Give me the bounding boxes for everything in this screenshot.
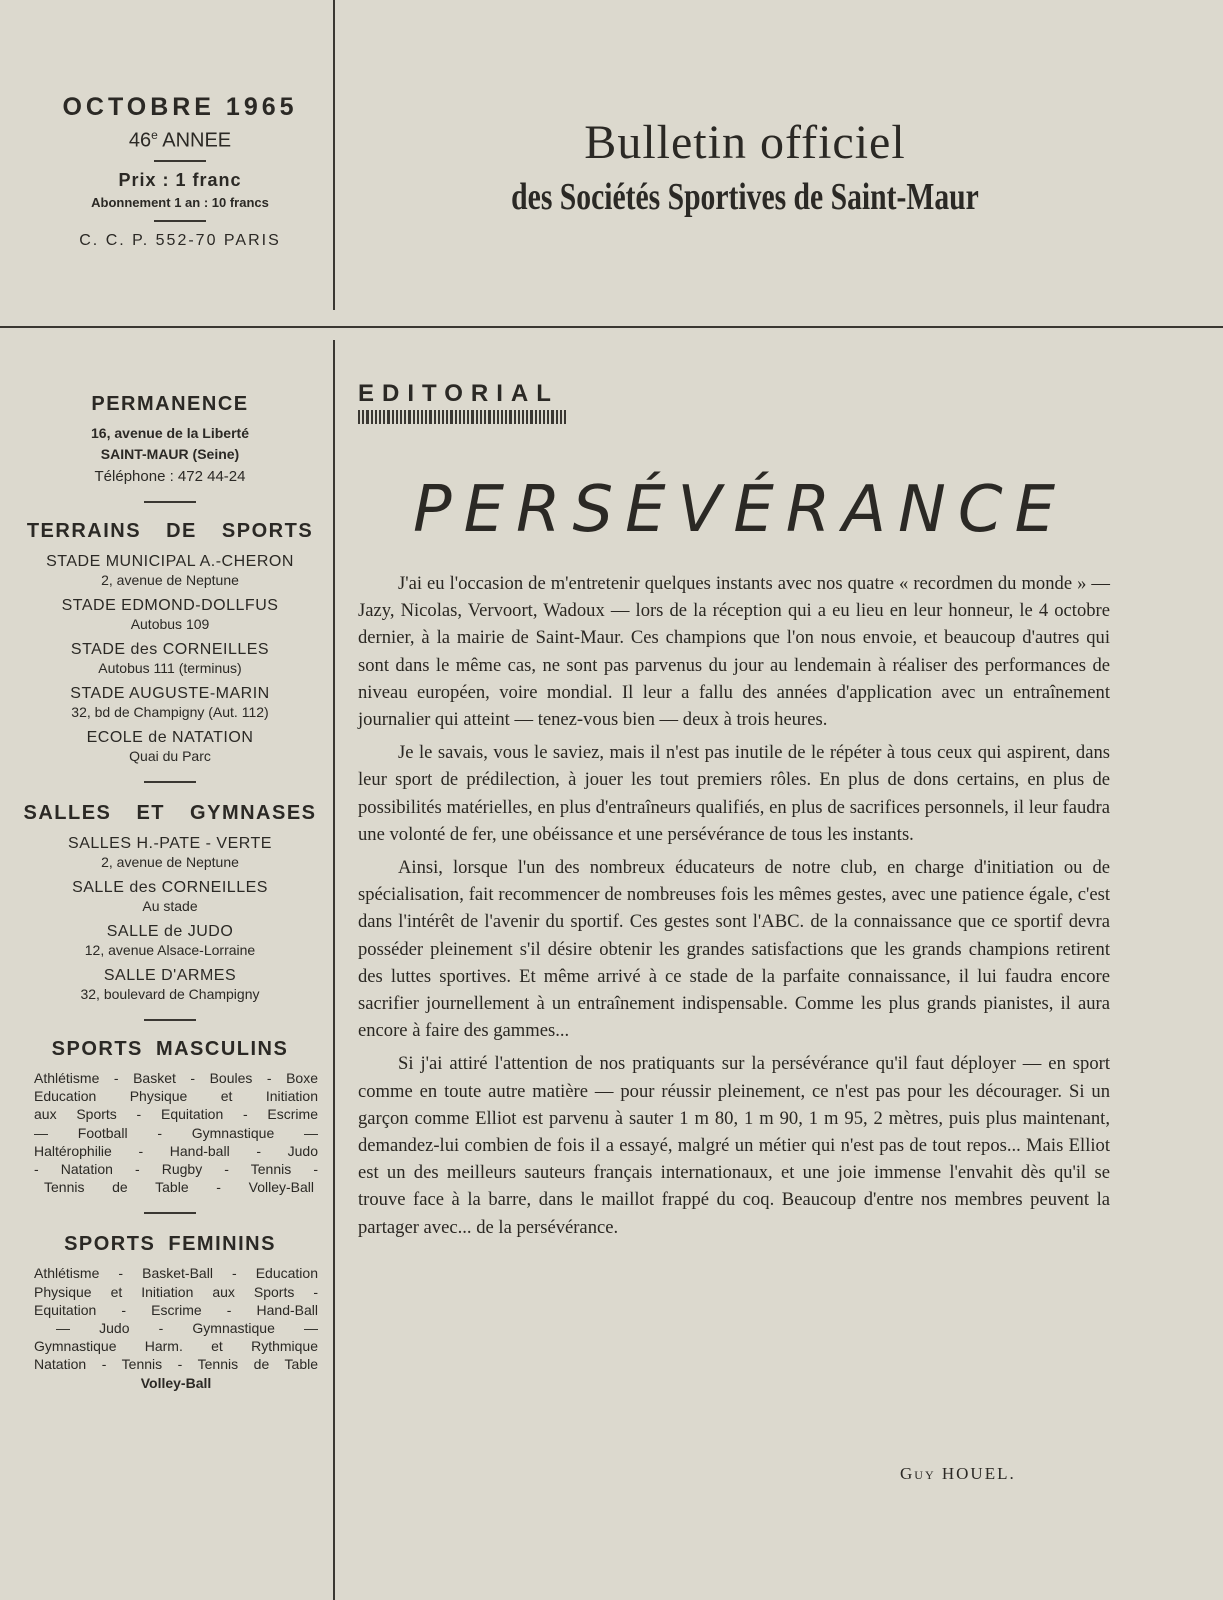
sports-line: Equitation - Escrime - Hand-Ball xyxy=(34,1301,318,1318)
sports-line: Tennis de Table - Volley-Ball xyxy=(44,1179,314,1196)
divider-dash xyxy=(144,1019,196,1021)
sports-masculins-section xyxy=(20,1035,320,1196)
sports-line: - Natation - Rugby - Tennis - xyxy=(34,1161,318,1178)
sports-line: Education Physique et Initiation xyxy=(34,1088,318,1105)
sports-feminins-heading: SPORTS FEMININS xyxy=(64,1233,276,1256)
sports-line: — Football - Gymnastique — xyxy=(34,1124,318,1141)
terrains-heading: TERRAINS DE SPORTS xyxy=(26,520,314,542)
price: Prix : 1 franc xyxy=(118,169,242,190)
sports-line: — Judo - Gymnastique — xyxy=(56,1320,318,1337)
sidebar-directory xyxy=(20,390,320,1392)
divider-dash xyxy=(144,781,196,783)
salles-section xyxy=(20,799,320,1003)
terrain-item: STADE EDMOND-DOLLFUS Autobus 109 xyxy=(61,597,279,632)
sports-feminins-section xyxy=(20,1230,320,1391)
permanence-phone: Téléphone : 472 44-24 xyxy=(94,468,246,485)
masthead-title: Bulletin officiel xyxy=(584,116,906,169)
column-vertical-divider xyxy=(333,340,335,1600)
header-vertical-divider xyxy=(333,0,335,310)
permanence-section xyxy=(20,390,320,487)
salle-item: SALLES H.-PATE - VERTE 2, avenue de Neptune xyxy=(68,835,272,870)
editorial-body xyxy=(358,570,1110,1247)
editorial-signature: Guy HOUEL. xyxy=(900,1464,1016,1483)
permanence-heading: PERMANENCE xyxy=(91,393,249,415)
sports-line: Athlétisme - Basket - Boules - Boxe xyxy=(34,1070,318,1086)
permanence-city: SAINT-MAUR (Seine) xyxy=(100,446,240,462)
sports-line: aux Sports - Equitation - Escrime xyxy=(34,1106,318,1123)
issue-info xyxy=(30,92,330,254)
sports-masculins-heading: SPORTS MASCULINS xyxy=(51,1038,289,1060)
sports-line: Haltérophilie - Hand-ball - Judo xyxy=(34,1142,318,1159)
subscription-price: Abonnement 1 an : 10 francs xyxy=(91,194,269,210)
header-horizontal-divider xyxy=(0,326,1223,328)
sports-line: Athlétisme - Basket-Ball - Education xyxy=(34,1265,318,1282)
sports-line: Gymnastique Harm. et Rythmique xyxy=(34,1338,318,1355)
divider-dash xyxy=(144,1212,196,1214)
terrain-item: ECOLE de NATATION Quai du Parc xyxy=(86,729,254,764)
sports-line: Physique et Initiation aux Sports - xyxy=(34,1283,318,1300)
editorial-paragraph: Si j'ai attiré l'attention de nos pratiquants sur la persévérance qu'il faut déployer — en sport comme en toute autre matière — pour réussir pleinement, ce n'est pas pour les décourager. Si un garçon comme Elliot est parvenu à sauter 1 m 80, 1 m 90, 1 m 95, 2 mètres, puis plus maintenant, demandez-lui combien de fois il a essayé, malgré un métier qui n'est pas de tout repos... Mais Elliot est un des meilleurs sauteurs français internationaux, et une joie immense l'envahit dès qu'il se trouve face à la barre, dans le maillot frappé du coq. Beaucoup d'entre nos membres peuvent la partager avec... de la persévérance. xyxy=(358,1053,1110,1238)
divider-dash xyxy=(154,160,206,162)
editorial-paragraph: Ainsi, lorsque l'un des nombreux éducateurs de notre club, en charge d'initiation ou de spécialisation, fait recommencer de nombreuses fois les mêmes gestes, avec une patience égale, c'est dans l'intérêt de l'avenir du sportif. Ces gestes sont l'ABC. de la connaissance que ce sportif devra posséder pleinement s'il désire obtenir les grandes satisfactions que les grands champions retirent des luttes sportives. Et même arrivé à ce stade de la parfaite connaissance, il lui faudra encore sacrifier journellement à un entraînement indispensable. Comme les plus grands pianistes, il aura encore à faire des gammes... xyxy=(358,857,1110,1042)
divider-dash xyxy=(154,220,206,222)
permanence-address: 16, avenue de la Liberté xyxy=(91,425,249,441)
editorial-paragraph: J'ai eu l'occasion de m'entretenir quelques instants avec nos quatre « recordmen du monde » — Jazy, Nicolas, Vervoort, Wadoux — lors de la réception qui a eu lieu en leur honneur, le 4 octobre dernier, à la mairie de Saint-Maur. Ces champions que l'on nous envoie, et beaucoup d'autres qui sont dans le même cas, ne sont pas parvenus du jour au lendemain à réaliser des performances de niveau européen, voire mondial. Il leur a fallu des années d'application avec un entraînement journalier qui atteint — tenez-vous bien — deux à trois heures. xyxy=(358,573,1110,731)
masthead xyxy=(340,115,1150,223)
issue-year-number: 46e ANNEE xyxy=(128,128,232,152)
editorial-paragraph: Je le savais, vous le saviez, mais il n'est pas inutile de le répéter à tous ceux qui aspirent, dans leur sport de prédilection, à jouer les tout premiers rôles. En plus de dons certains, en plus de possibilités matérielles, en plus d'entraîneurs qualifiés, en plus de sacrifices personnels, il leur faudra une volonté de fer, une obéissance et une persévérance de tous les instants. xyxy=(358,742,1110,845)
salle-item: SALLE des CORNEILLES Au stade xyxy=(72,879,268,914)
issue-date: OCTOBRE 1965 xyxy=(62,93,298,121)
terrains-section xyxy=(20,517,320,765)
editorial-underline-bars xyxy=(358,410,566,424)
salle-item: SALLE de JUDO 12, avenue Alsace-Lorraine xyxy=(84,923,256,958)
salle-item: SALLE D'ARMES 32, boulevard de Champigny xyxy=(80,967,260,1002)
masthead-subtitle: des Sociétés Sportives de Saint-Maur xyxy=(511,176,979,218)
salles-heading: SALLES ET GYMNASES xyxy=(23,802,317,824)
terrain-item: STADE AUGUSTE-MARIN 32, bd de Champigny (Aut. 112) xyxy=(70,685,270,720)
sports-line: Volley-Ball xyxy=(140,1374,212,1391)
terrain-item: STADE MUNICIPAL A.-CHERON 2, avenue de Neptune xyxy=(46,553,294,588)
editorial-label: EDITORIAL xyxy=(358,380,559,407)
ccp-account: C. C. P. 552-70 PARIS xyxy=(79,231,281,249)
terrain-item: STADE des CORNEILLES Autobus 111 (terminus) xyxy=(70,641,270,676)
divider-dash xyxy=(144,501,196,503)
editorial-title: PERSÉVÉRANCE xyxy=(412,473,1068,547)
sports-line: Natation - Tennis - Tennis de Table xyxy=(34,1356,318,1373)
